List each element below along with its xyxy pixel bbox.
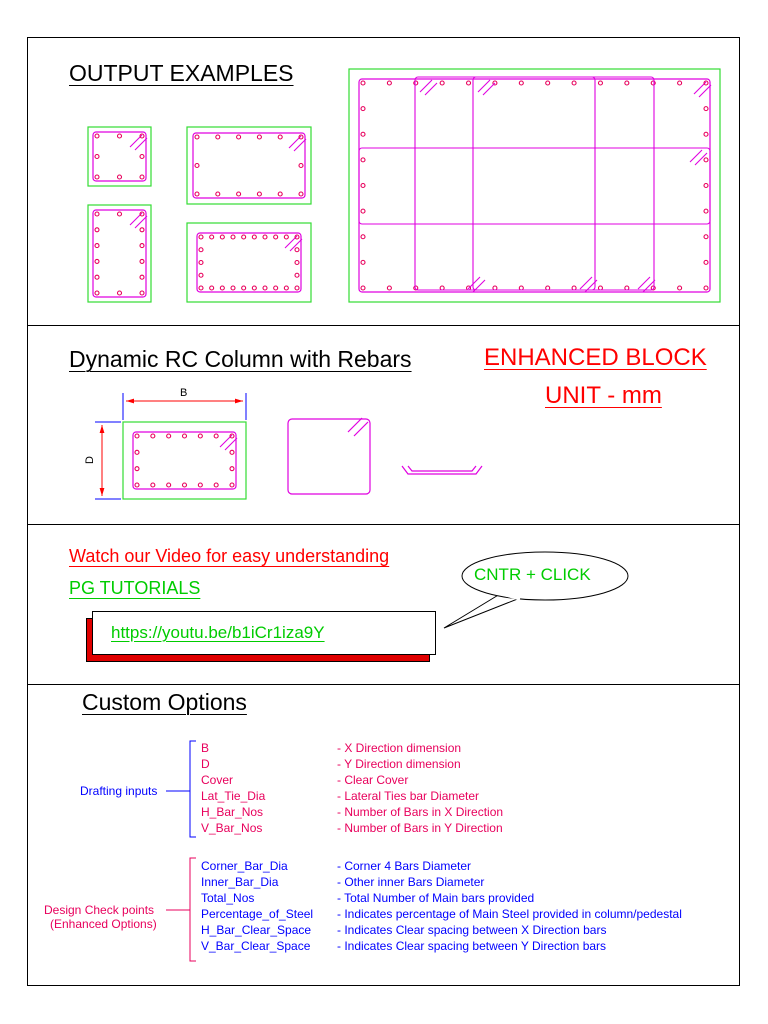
section-title-dynamic-column: Dynamic RC Column with Rebars <box>69 346 412 372</box>
concrete-outline <box>349 69 720 302</box>
rebar <box>572 286 576 290</box>
rebar <box>216 135 220 139</box>
tie-outline <box>197 233 301 292</box>
column-sections <box>88 69 720 499</box>
rebar <box>519 81 523 85</box>
option-name: Inner_Bar_Dia <box>201 875 279 889</box>
option-name: B <box>201 741 210 755</box>
callout-bubble <box>444 552 628 628</box>
rebar <box>135 467 139 471</box>
rebar <box>361 107 365 111</box>
rebar <box>299 164 303 168</box>
rebar <box>299 192 303 196</box>
rebar <box>598 81 602 85</box>
option-description: - Indicates percentage of Main Steel provided in column/pedestal <box>337 907 682 921</box>
rebar <box>242 286 246 290</box>
link-box[interactable] <box>92 611 436 655</box>
enhanced-block-label: ENHANCED BLOCK <box>484 344 707 371</box>
rebar <box>361 158 365 162</box>
rebar <box>704 235 708 239</box>
rebar <box>151 434 155 438</box>
rebar <box>95 291 99 295</box>
rebar <box>284 235 288 239</box>
rebar <box>278 192 282 196</box>
rebar <box>546 286 550 290</box>
rebar <box>167 483 171 487</box>
rebar <box>493 286 497 290</box>
unit-label: UNIT - mm <box>545 382 662 409</box>
rebar <box>220 286 224 290</box>
option-name: V_Bar_Clear_Space <box>201 939 311 953</box>
rebar <box>140 275 144 279</box>
rebar <box>237 135 241 139</box>
rebar <box>704 260 708 264</box>
rebar <box>625 286 629 290</box>
rebar <box>704 132 708 136</box>
rebar <box>199 261 203 265</box>
tie-shape <box>288 418 370 494</box>
rebar <box>95 134 99 138</box>
rebar <box>216 192 220 196</box>
rebar <box>195 135 199 139</box>
option-description: - Clear Cover <box>337 773 409 787</box>
concrete-outline <box>187 223 311 302</box>
rebar <box>263 286 267 290</box>
rebar <box>274 286 278 290</box>
rebar <box>118 291 122 295</box>
dimension-b-label: B <box>180 387 188 399</box>
rebar <box>546 81 550 85</box>
rebar <box>135 483 139 487</box>
rebar <box>263 235 267 239</box>
dimension-d-label: D <box>83 456 96 464</box>
option-description: - Y Direction dimension <box>337 757 461 771</box>
rebar <box>678 286 682 290</box>
rebar <box>257 135 261 139</box>
rebar <box>140 155 144 159</box>
rebar <box>199 235 203 239</box>
rebar <box>195 164 199 168</box>
option-name: Percentage_of_Steel <box>201 907 314 921</box>
rebar <box>95 275 99 279</box>
rebar <box>220 235 224 239</box>
concrete-outline <box>88 205 151 302</box>
rebar <box>295 261 299 265</box>
rebar <box>361 81 365 85</box>
rebar <box>230 450 234 454</box>
rebar <box>598 286 602 290</box>
option-description: - Total Number of Main bars provided <box>337 891 535 905</box>
section-title-output-examples: OUTPUT EXAMPLES <box>69 60 294 86</box>
rebar <box>704 107 708 111</box>
tie-outline <box>93 210 146 297</box>
callout-text: CNTR + CLICK <box>474 565 591 584</box>
rebar <box>199 273 203 277</box>
option-name: Cover <box>201 773 234 787</box>
cross-tie-shape <box>402 466 482 474</box>
rebar <box>95 175 99 179</box>
rebar <box>361 132 365 136</box>
rebar <box>440 81 444 85</box>
design-check-sublabel: (Enhanced Options) <box>50 917 157 931</box>
rebar <box>95 244 99 248</box>
rebar <box>295 286 299 290</box>
rebar <box>140 228 144 232</box>
rebar <box>414 81 418 85</box>
rebar <box>387 81 391 85</box>
dimension-d <box>95 422 121 499</box>
rebar <box>252 286 256 290</box>
rebar <box>95 259 99 263</box>
tie-outline <box>133 432 236 489</box>
rebar <box>625 81 629 85</box>
rebar <box>230 483 234 487</box>
rebar <box>237 192 241 196</box>
rebar <box>704 286 708 290</box>
rebar <box>135 434 139 438</box>
drafting-brace <box>166 741 196 837</box>
rebar <box>140 244 144 248</box>
rebar <box>214 483 218 487</box>
option-description: - Corner 4 Bars Diameter <box>337 859 472 873</box>
drafting-inputs-label: Drafting inputs <box>80 784 158 798</box>
rebar <box>214 434 218 438</box>
rebar <box>278 135 282 139</box>
inner-tie <box>415 77 595 290</box>
rebar <box>572 81 576 85</box>
rebar <box>210 286 214 290</box>
section-title-custom-options: Custom Options <box>82 689 247 715</box>
rebar <box>704 158 708 162</box>
option-name: D <box>201 757 210 771</box>
tie-outline <box>359 79 710 292</box>
rebar <box>210 235 214 239</box>
rebar <box>118 212 122 216</box>
channel-name: PG TUTORIALS <box>69 578 201 598</box>
rebar <box>519 286 523 290</box>
rebar <box>295 248 299 252</box>
rebar <box>361 235 365 239</box>
option-name: Lat_Tie_Dia <box>201 789 266 803</box>
option-description: - Other inner Bars Diameter <box>337 875 485 889</box>
option-name: V_Bar_Nos <box>201 821 263 835</box>
tie-outline <box>193 133 305 198</box>
rebar <box>242 235 246 239</box>
option-description: - Number of Bars in Y Direction <box>337 821 503 835</box>
rebar <box>135 450 139 454</box>
rebar <box>440 286 444 290</box>
youtube-link[interactable]: https://youtu.be/b1iCr1iza9Y <box>111 623 325 642</box>
rebar <box>361 260 365 264</box>
option-description: - Lateral Ties bar Diameter <box>337 789 480 803</box>
rebar <box>651 81 655 85</box>
rebar <box>198 483 202 487</box>
concrete-outline <box>187 127 311 204</box>
rebar <box>140 259 144 263</box>
rebar <box>274 235 278 239</box>
watch-video-text: Watch our Video for easy understanding <box>69 546 390 566</box>
option-description: - Indicates Clear spacing between Y Direction bars <box>337 939 607 953</box>
rebar <box>231 286 235 290</box>
rebar <box>140 291 144 295</box>
rebar <box>95 228 99 232</box>
rebar <box>284 286 288 290</box>
rebar <box>257 192 261 196</box>
rebar <box>295 273 299 277</box>
rebar <box>198 434 202 438</box>
rebar <box>199 286 203 290</box>
rebar <box>167 434 171 438</box>
rebar <box>199 248 203 252</box>
rebar <box>195 192 199 196</box>
rebar <box>252 235 256 239</box>
rebar <box>118 175 122 179</box>
option-name: H_Bar_Nos <box>201 805 264 819</box>
design-check-label: Design Check points <box>44 903 155 917</box>
option-description: - Indicates Clear spacing between X Direction bars <box>337 923 607 937</box>
option-name: Total_Nos <box>201 891 255 905</box>
rebar <box>704 209 708 213</box>
rebar <box>151 483 155 487</box>
rebar <box>678 81 682 85</box>
rebar <box>704 184 708 188</box>
inner-tie <box>359 148 710 224</box>
design-brace <box>166 858 196 961</box>
rebar <box>183 434 187 438</box>
rebar <box>231 235 235 239</box>
rebar <box>183 483 187 487</box>
rebar <box>361 286 365 290</box>
rebar <box>118 134 122 138</box>
rebar <box>361 184 365 188</box>
rebar <box>140 175 144 179</box>
inner-tie <box>473 77 654 290</box>
rebar <box>467 81 471 85</box>
rebar <box>230 467 234 471</box>
rebar <box>95 212 99 216</box>
option-name: Corner_Bar_Dia <box>201 859 288 873</box>
rebar <box>95 155 99 159</box>
option-description: - Number of Bars in X Direction <box>337 805 504 819</box>
option-name: H_Bar_Clear_Space <box>201 923 312 937</box>
rebar <box>361 209 365 213</box>
option-description: - X Direction dimension <box>337 741 462 755</box>
rebar <box>387 286 391 290</box>
